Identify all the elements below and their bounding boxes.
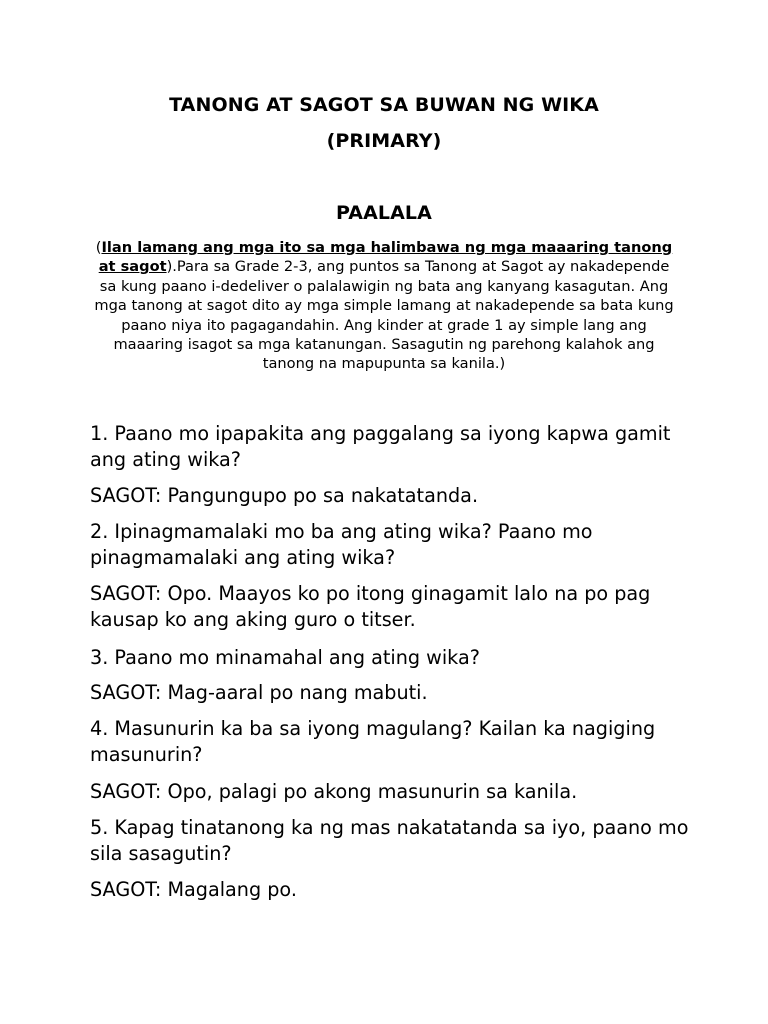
document-title: TANONG AT SAGOT SA BUWAN NG WIKA <box>169 94 599 116</box>
question-5: 5. Kapag tinatanong ka ng mas nakatatanda sa iyo, paano mo sila sasagutin? <box>90 816 689 865</box>
document-subtitle: (PRIMARY) <box>326 130 442 152</box>
reminder-note <box>92 238 676 374</box>
answer-5: SAGOT: Magalang po. <box>90 878 297 901</box>
note-emphasis: Ilan lamang ang mga ito sa mga halimbawa ng mga maaaring tanong at sagot <box>98 239 673 276</box>
answer-4: SAGOT: Opo, palagi po akong masunurin sa kanila. <box>90 780 578 803</box>
question-2: 2. Ipinagmamalaki mo ba ang ating wika? Paano mo pinagmamalaki ang ating wika? <box>90 520 593 569</box>
section-heading: PAALALA <box>336 202 432 224</box>
answer-1: SAGOT: Pangungupo po sa nakatatanda. <box>90 484 479 507</box>
note-body: ).Para sa Grade 2-3, ang puntos sa Tanong at Sagot ay nakadepende sa kung paano i-dedeliver o palalawigin ng bata ang kanyang kasagutan. Ang mga tanong at sagot dito ay mga simple lamang at nakadepende sa bata kung paano niya ito pagagandahin. Ang kinder at grade 1 ay simple lang ang maaaring isagot sa mga katanungan. Sasagutin ng parehong kalahok ang tanong na mapupunta sa kanila.) <box>94 258 674 373</box>
question-4: 4. Masunurin ka ba sa iyong magulang? Kailan ka nagiging masunurin? <box>90 717 656 766</box>
question-3: 3. Paano mo minamahal ang ating wika? <box>90 646 480 669</box>
answer-2: SAGOT: Opo. Maayos ko po itong ginagamit lalo na po pag kausap ko ang aking guro o titser. <box>90 582 651 631</box>
answer-3: SAGOT: Mag-aaral po nang mabuti. <box>90 681 428 704</box>
question-1: 1. Paano mo ipapakita ang paggalang sa iyong kapwa gamit ang ating wika? <box>90 422 671 471</box>
note-open-paren: ( <box>95 239 102 256</box>
